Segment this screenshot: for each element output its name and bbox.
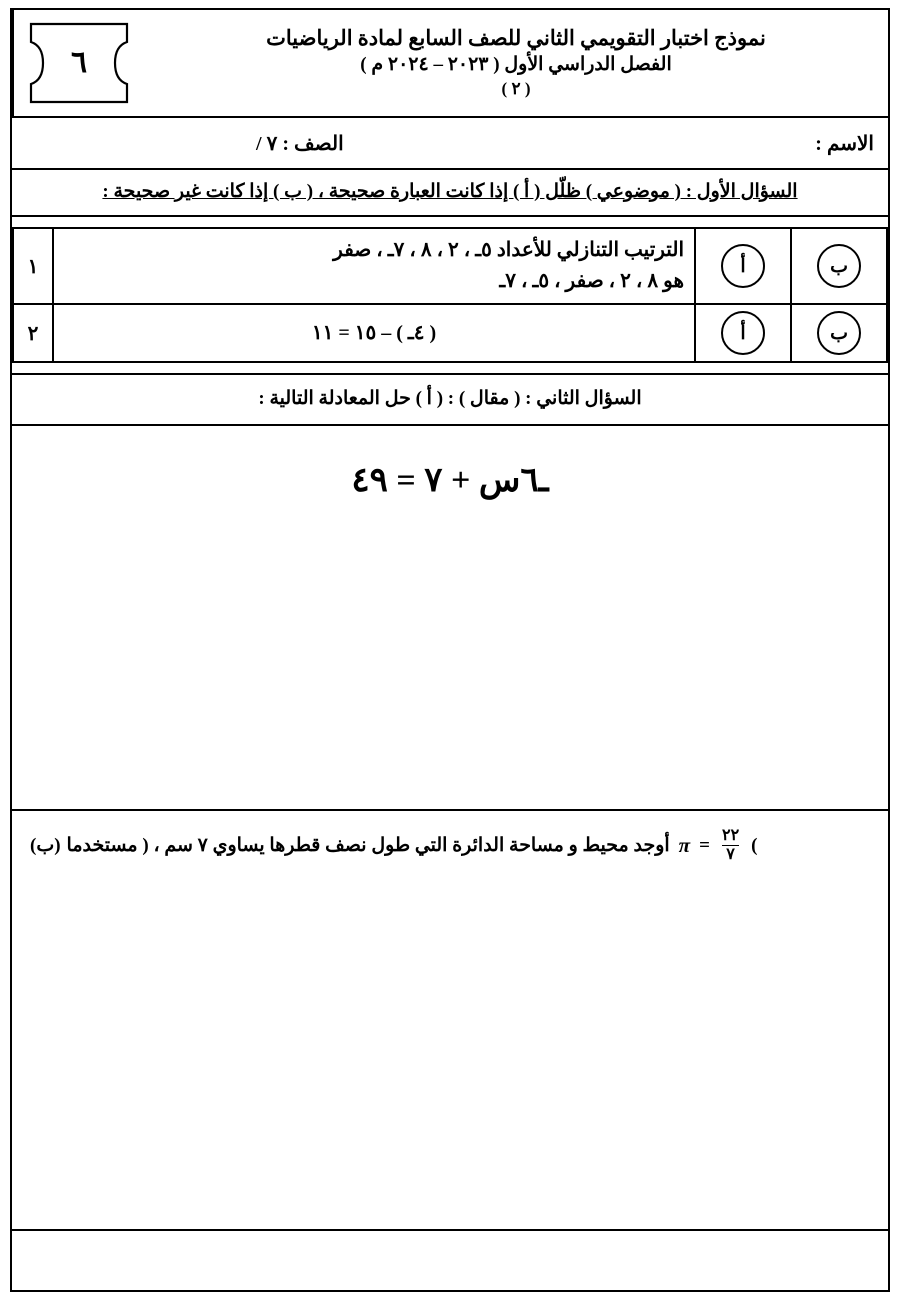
title-line-3: ( ٢ ) <box>501 78 531 98</box>
page-title <box>144 10 888 116</box>
badge-cell <box>12 10 144 116</box>
row-number: ١ <box>13 228 53 304</box>
option-a-cell[interactable] <box>695 228 791 304</box>
row-number: ٢ <box>13 304 53 362</box>
question1-table <box>12 227 888 363</box>
name-label: الاسم : <box>815 132 874 155</box>
close-paren: ) <box>751 834 758 856</box>
number-badge <box>27 20 131 106</box>
spacer-band <box>12 217 888 227</box>
pi-symbol: π <box>678 833 691 858</box>
title-line-2: الفصل الدراسي الأول ( ٢٠٢٣ – ٢٠٢٤ م ) <box>360 53 672 75</box>
partb-text: أوجد محيط و مساحة الدائرة التي طول نصف قطرها يساوي ٧ سم ، ( مستخدما <box>66 835 670 857</box>
option-b-cell[interactable] <box>791 228 887 304</box>
question1-title: السؤال الأول : ( موضوعي ) ظلّل ( أ ) إذا كانت العبارة صحيحة ، ( ب ) إذا كانت غير صحيحة : <box>102 181 798 202</box>
option-b-bubble[interactable]: ب <box>817 244 861 288</box>
fraction-numerator: ٢٢ <box>721 827 740 844</box>
question2-equation: ـ٦س + ٧ = ٤٩ <box>351 462 549 499</box>
question2-title: السؤال الثاني : ( مقال ) : ( أ ) حل المعادلة التالية : <box>258 388 642 409</box>
option-a-bubble[interactable]: أ <box>721 311 765 355</box>
option-a-bubble[interactable]: أ <box>721 244 765 288</box>
fraction-22-over-7 <box>718 827 743 865</box>
table-row <box>13 228 887 304</box>
document-header <box>12 10 888 118</box>
statement-line-1: ( ٤ـ ) – ١٥ = ١١ <box>311 321 437 344</box>
table-row <box>13 304 887 362</box>
spacer-band-2 <box>12 363 888 373</box>
class-label: الصف : ٧ / <box>256 132 344 155</box>
question2-answer-area <box>12 426 888 811</box>
statement-line-2: هو ٨ ، ٢ ، صفر ، ٥ـ ، ٧ـ <box>499 270 684 292</box>
statement-cell <box>53 228 695 304</box>
question2-title-band <box>12 373 888 426</box>
statement-line-1: الترتيب التنازلي للأعداد ٥ـ ، ٢ ، ٨ ، ٧ـ ، صفر <box>333 239 684 261</box>
student-info-row <box>12 118 888 170</box>
statement-cell <box>53 304 695 362</box>
question1-title-band <box>12 170 888 217</box>
exam-page <box>10 8 890 1292</box>
title-line-1: نموذج اختبار التقويمي الثاني للصف السابع لمادة الرياضيات <box>266 25 766 50</box>
fraction-denominator: ٧ <box>722 845 739 864</box>
badge-number: ٦ <box>70 46 88 79</box>
question2-partb-prompt <box>30 827 870 865</box>
page-footer-area <box>12 1231 888 1289</box>
option-b-cell[interactable] <box>791 304 887 362</box>
equals-sign: = <box>699 834 710 856</box>
option-b-bubble[interactable]: ب <box>817 311 861 355</box>
question2-partb-area <box>12 811 888 1231</box>
partb-label: (ب) <box>30 835 61 857</box>
option-a-cell[interactable] <box>695 304 791 362</box>
